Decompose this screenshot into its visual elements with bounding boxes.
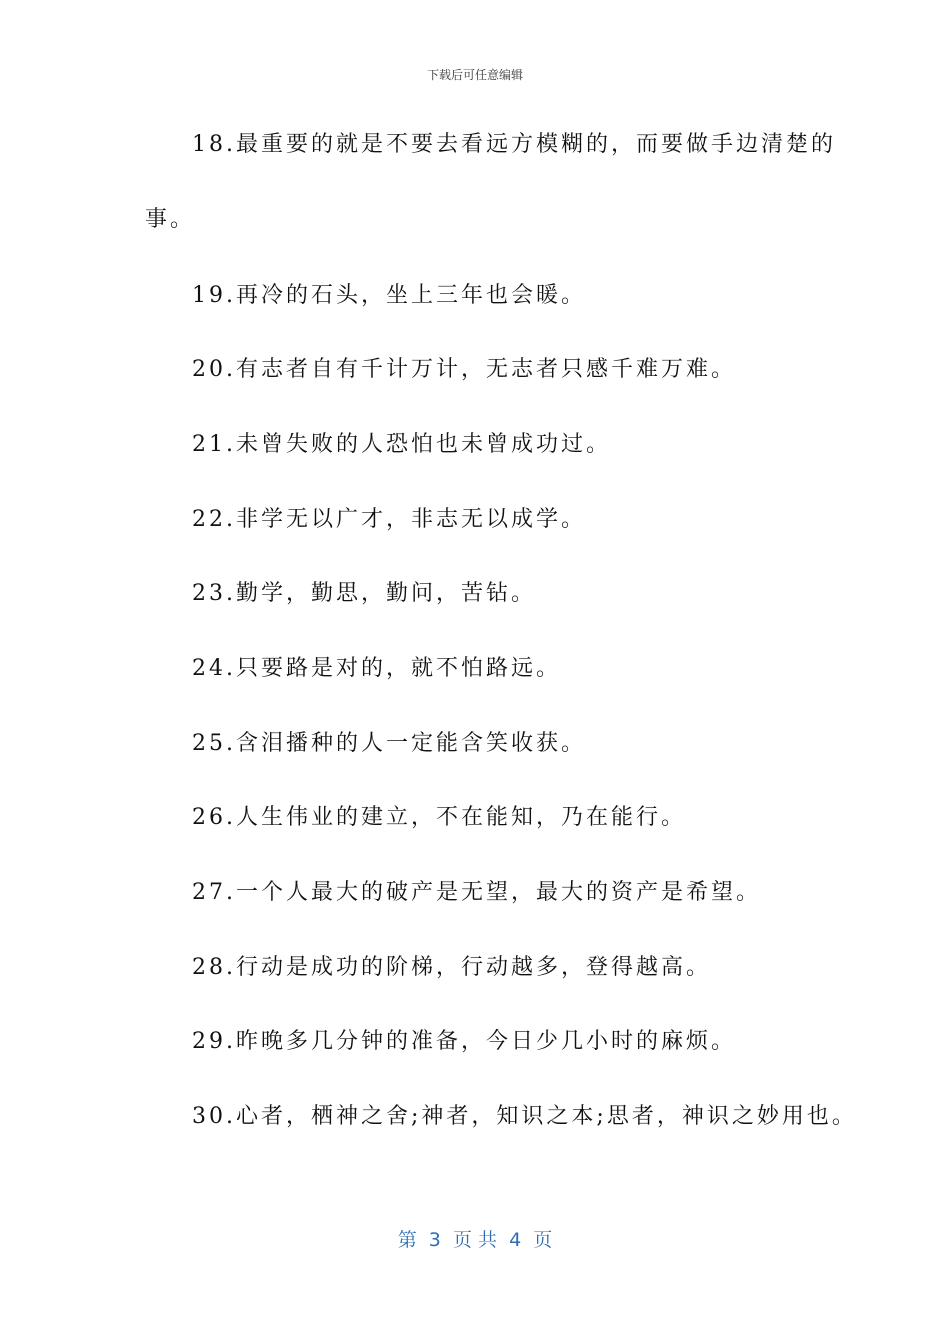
quote-line-28: 28.行动是成功的阶梯，行动越多，登得越高。 [192, 955, 711, 980]
quote-line-20: 20.有志者自有千计万计，无志者只感千难万难。 [192, 357, 736, 382]
quote-line-23: 23.勤学，勤思，勤问，苦钻。 [192, 581, 536, 606]
quote-line-26: 26.人生伟业的建立，不在能知，乃在能行。 [192, 805, 686, 830]
quote-line-18: 18.最重要的就是不要去看远方模糊的，而要做手边清楚的 [192, 132, 836, 157]
page-number-footer: 第 3 页 共 4 页 [397, 1229, 553, 1251]
quote-line-21: 21.未曾失败的人恐怕也未曾成功过。 [192, 432, 611, 457]
quote-line-18-continued: 事。 [145, 207, 196, 232]
quote-line-30: 30.心者，栖神之舍;神者，知识之本;思者，神识之妙用也。 [192, 1104, 857, 1129]
quote-line-19: 19.再冷的石头，坐上三年也会暖。 [192, 283, 586, 308]
quote-line-22: 22.非学无以广才，非志无以成学。 [192, 507, 586, 532]
page-header-note: 下载后可任意编辑 [426, 68, 523, 82]
quote-line-25: 25.含泪播种的人一定能含笑收获。 [192, 731, 586, 756]
quote-line-27: 27.一个人最大的破产是无望，最大的资产是希望。 [192, 880, 761, 905]
quote-line-24: 24.只要路是对的，就不怕路远。 [192, 656, 561, 681]
quote-line-29: 29.昨晚多几分钟的准备，今日少几小时的麻烦。 [192, 1029, 736, 1054]
